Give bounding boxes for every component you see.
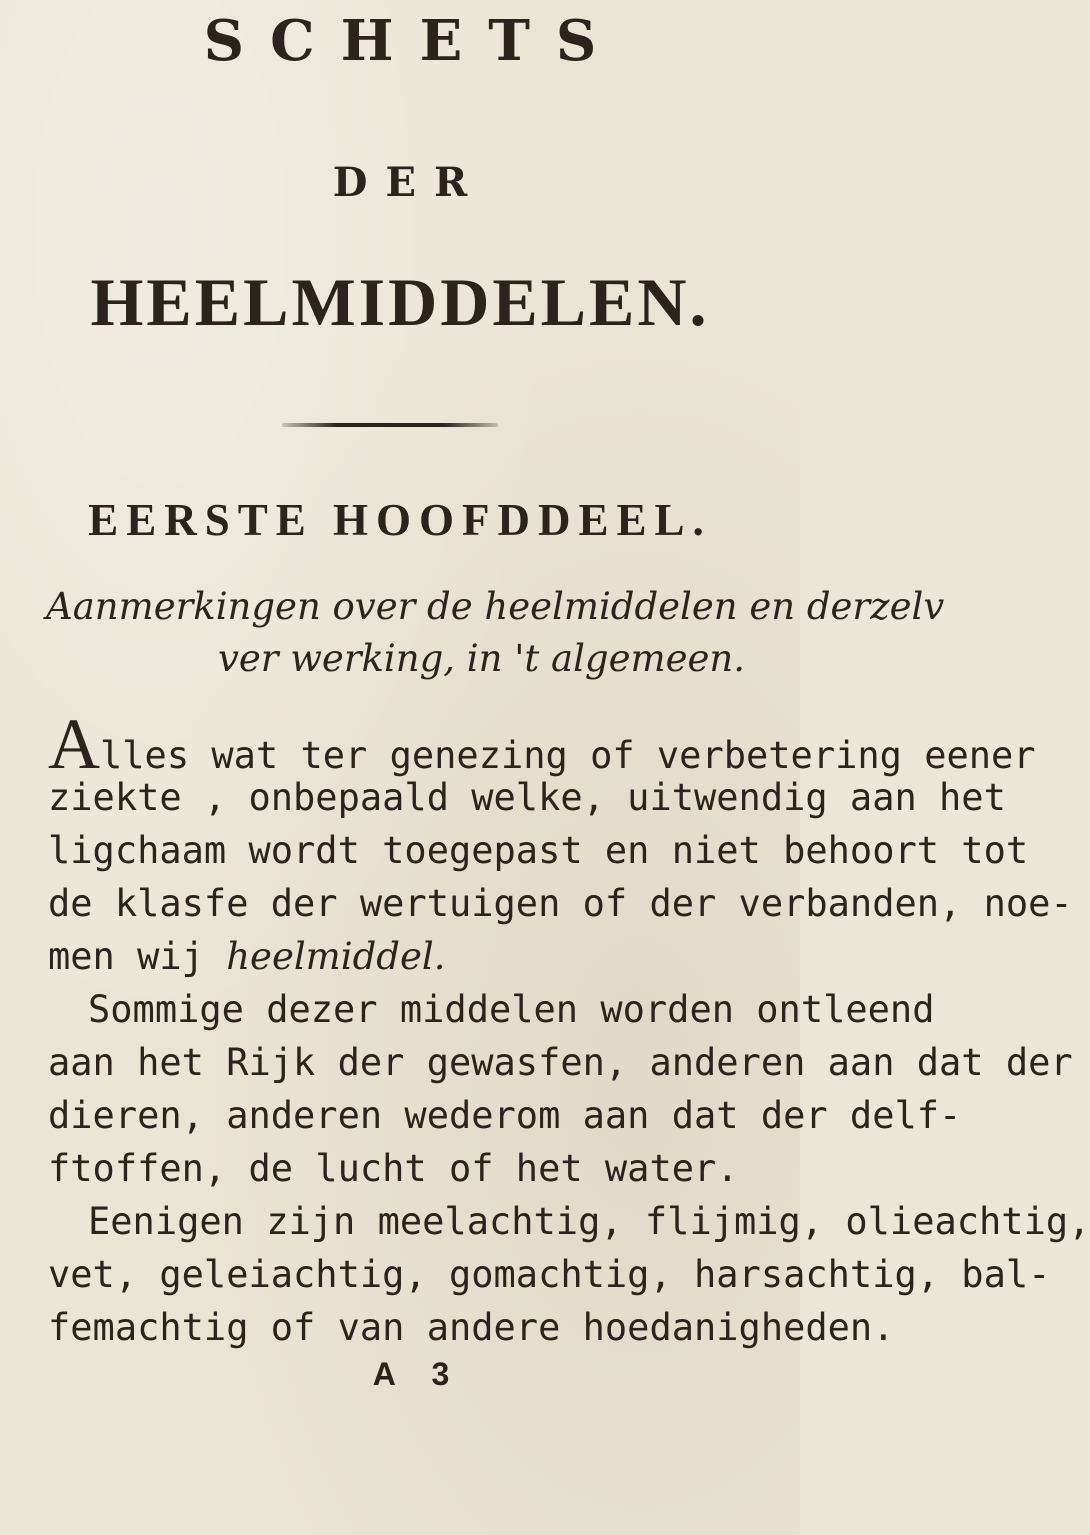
title-heelmiddelen: HEELMIDDELEN.: [90, 264, 710, 340]
paragraph-2-line-2: aan het Rijk der gewasfen, anderen aan dat der: [48, 1041, 1073, 1084]
term-heelmiddel: heelmiddel.: [226, 935, 446, 978]
chapter-subtitle-line-1: Aanmerkingen over de heelmiddelen en derzelv: [46, 585, 945, 628]
paragraph-3-line-3: femachtig of van andere hoedanigheden.: [48, 1306, 895, 1349]
signature-mark: A 3: [372, 1356, 464, 1392]
paragraph-1-line-1-text: lles wat ter genezing of verbetering eener: [100, 734, 1036, 777]
drop-cap: A: [48, 704, 100, 784]
chapter-heading: EERSTE HOOFDDEEL.: [88, 495, 712, 545]
ornamental-rule: [282, 423, 498, 427]
paragraph-3-line-1: Eenigen zijn meelachtig, flijmig, olieachtig,: [88, 1200, 1090, 1243]
chapter-subtitle-line-2: ver werking, in 't algemeen.: [218, 637, 745, 680]
title-schets: SCHETS: [203, 8, 623, 74]
paragraph-1-line-5: [48, 930, 760, 983]
paragraph-1-line-5-text: men wij: [48, 935, 227, 978]
paragraph-3-line-2: vet, geleiachtig, gomachtig, harsachtig, bal-: [48, 1253, 1051, 1296]
paragraph-1-line-3: ligchaam wordt toegepast en niet behoort tot: [48, 829, 1029, 872]
paragraph-1-line-4: de klasfe der wertuigen of der verbanden, noe‑: [48, 882, 1073, 925]
title-der: DER: [332, 159, 486, 206]
paragraph-2-line-1: Sommige dezer middelen worden ontleend: [88, 988, 935, 1031]
paragraph-2-line-3: dieren, anderen wederom aan dat der delf-: [48, 1094, 962, 1137]
paragraph-1-line-2: ziekte , onbepaald welke, uitwendig aan het: [48, 776, 1006, 819]
paragraph-2-line-4: ftoffen, de lucht of het water.: [48, 1147, 739, 1190]
